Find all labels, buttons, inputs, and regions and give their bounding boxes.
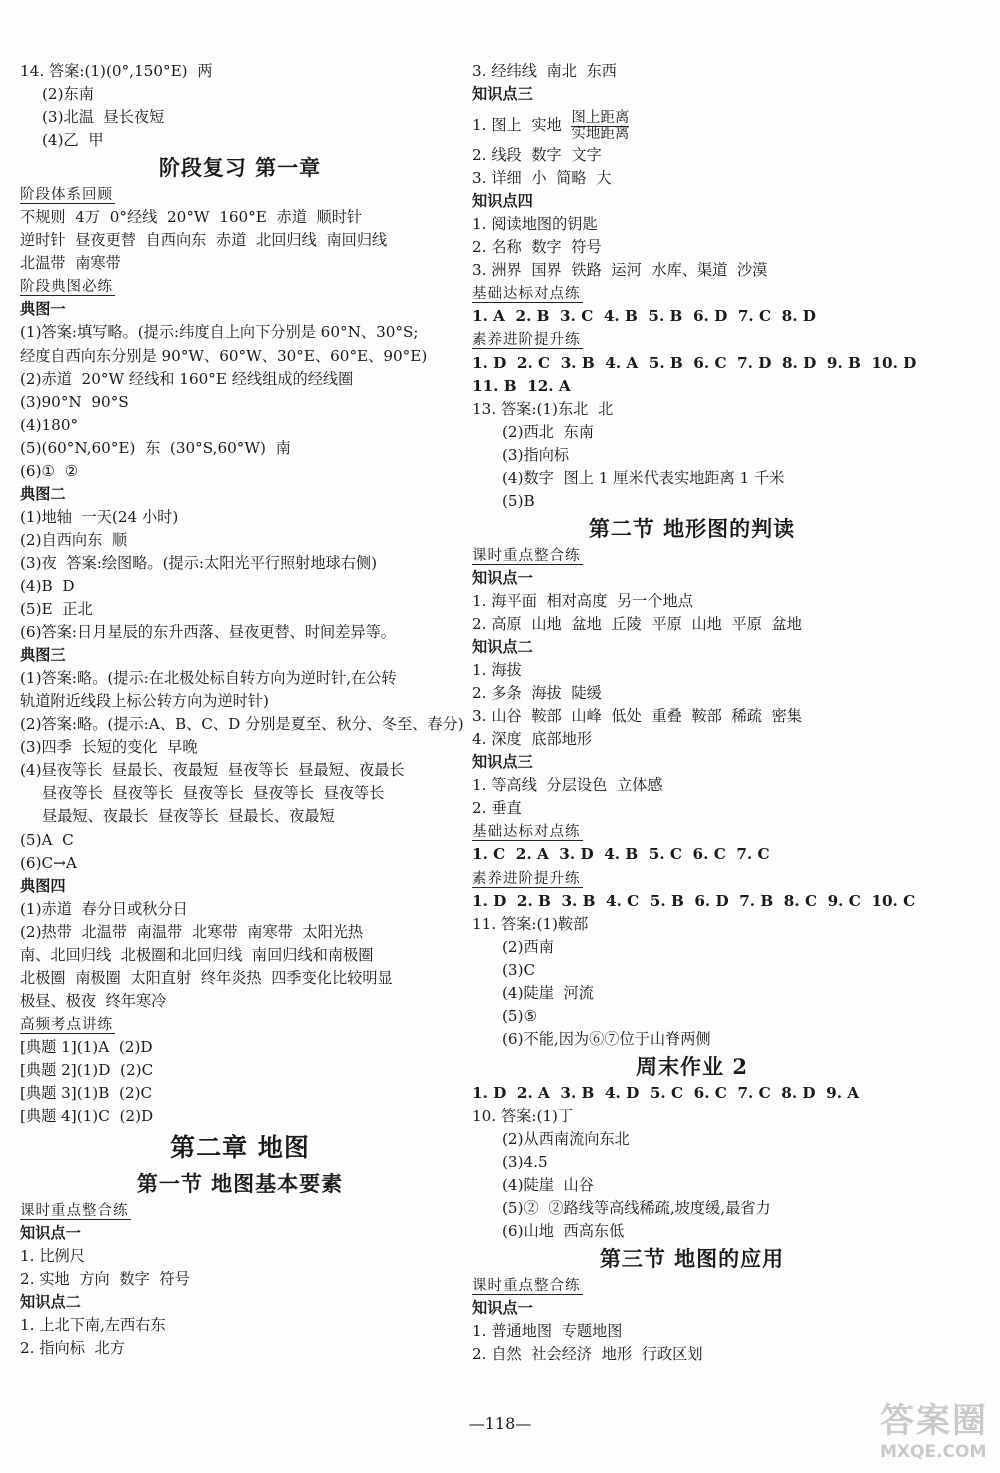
answer-line: (5)② ②路线等高线稀疏,坡度缓,最省力 <box>502 1199 771 1218</box>
answer-line: (2)自西向东 顺 <box>20 530 128 549</box>
answer-line: 北极圈 南极圈 太阳直射 终年炎热 四季变化比较明显 <box>20 968 393 987</box>
answer-line: (6)① ② <box>20 461 79 480</box>
answer-line: 1. D 2. B 3. B 4. C 5. B 6. D 7. B 8. C 9. C 10. C <box>472 891 916 910</box>
answer-line: 11. 答案:(1)鞍部 <box>472 914 589 933</box>
answer-line: 南、北回归线 北极圈和北回归线 南回归线和南极圈 <box>20 945 374 964</box>
answer-line: 逆时针 昼夜更替 自西向东 赤道 北回归线 南回归线 <box>20 231 388 250</box>
answer-line: 极昼、极夜 终年寒冷 <box>20 991 167 1010</box>
answer-line: 11. B 12. A <box>472 376 571 395</box>
weekend-homework-title: 周末作业 2 <box>636 1053 748 1079</box>
answer-line: (2)赤道 20°W 经线和 160°E 经线组成的经线圈 <box>20 369 354 388</box>
left-column <box>20 60 464 1360</box>
watermark-mark: 答案圈 <box>880 1401 988 1441</box>
knowledge-point-label: 知识点三 <box>472 85 533 104</box>
answer-line: (2)答案:略。(提示:A、B、C、D 分别是夏至、秋分、冬至、春分) <box>20 715 464 734</box>
answer-line: (3)北温 昼长夜短 <box>42 108 165 127</box>
answer-line: 1. D 2. C 3. B 4. A 5. B 6. C 7. D 8. D 9. B 10. D <box>472 353 917 372</box>
knowledge-point-label: 知识点一 <box>472 568 533 587</box>
chapter-review-title: 阶段复习 第一章 <box>158 155 322 181</box>
answer-line: (4)陡崖 河流 <box>502 983 594 1002</box>
answer-line: (3)四季 长短的变化 早晚 <box>20 738 198 757</box>
answer-line: 13. 答案:(1)东北 北 <box>472 399 614 418</box>
answer-line: 1. 阅读地图的钥匙 <box>472 215 598 234</box>
answer-line: (3)指向标 <box>502 445 570 464</box>
answer-line: (1)赤道 春分日或秋分日 <box>20 899 188 918</box>
answer-line: 2. 高原 山地 盆地 丘陵 平原 山地 平原 盆地 <box>472 614 802 633</box>
answer-line: (2)西北 东南 <box>502 422 594 441</box>
answer-line: (4)陡崖 山谷 <box>502 1176 594 1195</box>
answer-line: 2. 线段 数字 文字 <box>472 146 602 165</box>
answer-line: (5)(60°N,60°E) 东 (30°S,60°W) 南 <box>20 438 291 457</box>
answer-line: 昼夜等长 昼夜等长 昼夜等长 昼夜等长 昼夜等长 <box>42 784 385 803</box>
answer-line: (3)C <box>502 960 536 979</box>
answer-line: (3)夜 答案:绘图略。(提示:太阳光平行照射地球右侧) <box>20 553 378 572</box>
answer-line: (1)地轴 一天(24 小时) <box>20 507 179 526</box>
answer-line: (3)4.5 <box>502 1153 548 1172</box>
answer-line: (6)C→A <box>20 853 77 872</box>
section-title: 第三节 地图的应用 <box>599 1246 785 1272</box>
answer-line: (1)答案:填写略。(提示:纬度自上向下分别是 60°N、30°S; <box>20 323 419 342</box>
answer-line: 1. D 2. A 3. B 4. D 5. C 6. C 7. C 8. D 9. A <box>472 1083 860 1102</box>
answer-line: 2. 多条 海拔 陡缓 <box>472 684 602 703</box>
section-title: 第一节 地图基本要素 <box>136 1171 344 1197</box>
knowledge-point-label: 知识点一 <box>472 1299 533 1318</box>
answer-line: 1. C 2. A 3. D 4. B 5. C 6. C 7. C <box>472 845 770 864</box>
answer-line: (6)不能,因为⑥⑦位于山脊两侧 <box>502 1029 711 1048</box>
answer-line: (2)从西南流向东北 <box>502 1129 630 1148</box>
answer-line: 1. 上北下南,左西右东 <box>20 1316 166 1335</box>
answer-line: 3. 山谷 鞍部 山峰 低处 重叠 鞍部 稀疏 密集 <box>472 707 802 726</box>
scale-fraction: $\frac{\text{图上距离}}{\text{实地距离}}$ <box>571 109 630 142</box>
answer-line: 1. 海拔 <box>472 661 522 680</box>
section-header: 课时重点整合练 <box>472 1278 581 1295</box>
answer-line: (4)B D <box>20 576 75 595</box>
answer-line: 14. 答案:(1)(0°,150°E) 两 <box>20 62 213 80</box>
section-title: 第二节 地形图的判读 <box>588 515 796 541</box>
answer-line: 3. 详细 小 简略 大 <box>472 169 612 188</box>
knowledge-point-label: 知识点一 <box>20 1224 81 1243</box>
answer-line: (3)90°N 90°S <box>20 392 129 411</box>
chapter-title: 第二章 地图 <box>170 1133 310 1163</box>
answer-line: (5)A C <box>20 830 74 849</box>
right-column <box>472 60 917 1366</box>
answer-line: (5)B <box>502 491 535 510</box>
answer-line-fraction: 1. 图上 实地 $\frac{\text{图上距离}}{\text{实地距离}}$ <box>472 109 630 142</box>
knowledge-point-label: 知识点三 <box>472 753 533 772</box>
answer-line: [典题 1](1)A (2)D <box>20 1037 153 1056</box>
answer-line: 北温带 南寒带 <box>20 254 121 273</box>
section-header: 基础达标对点练 <box>472 824 581 841</box>
answer-line: (4)数字 图上 1 厘米代表实地距离 1 千米 <box>502 468 785 487</box>
answer-line: (4)180° <box>20 415 79 434</box>
section-header: 素养进阶提升练 <box>472 332 581 349</box>
answer-line: (5)E 正北 <box>20 600 93 619</box>
answer-line: 昼最短、夜最长 昼夜等长 昼最长、夜最短 <box>42 807 335 826</box>
subsection-label: 典图三 <box>20 646 66 665</box>
answer-line: (2)热带 北温带 南温带 北寒带 南寒带 太阳光热 <box>20 922 364 941</box>
answer-line: 2. 自然 社会经济 地形 行政区划 <box>472 1345 703 1364</box>
subsection-label: 典图一 <box>20 300 66 319</box>
answer-line: 1. 比例尺 <box>20 1247 85 1266</box>
answer-line: 2. 名称 数字 符号 <box>472 238 602 257</box>
knowledge-point-label: 知识点四 <box>472 192 533 211</box>
section-header: 素养进阶提升练 <box>472 870 581 887</box>
page-number: —118— <box>468 1414 532 1433</box>
section-header: 课时重点整合练 <box>20 1203 129 1220</box>
answer-line: 1. 普通地图 专题地图 <box>472 1322 623 1341</box>
answer-line: [典题 4](1)C (2)D <box>20 1107 154 1126</box>
answer-line: 2. 指向标 北方 <box>20 1339 125 1358</box>
watermark-url: MXQE.COM <box>880 1442 987 1462</box>
section-header: 高频考点讲练 <box>20 1016 113 1033</box>
answer-line: (4)昼夜等长 昼最长、夜最短 昼夜等长 昼最短、夜最长 <box>20 761 405 780</box>
section-header: 课时重点整合练 <box>472 547 581 564</box>
answer-line: 经度自西向东分别是 90°W、60°W、30°E、60°E、90°E) <box>20 346 428 365</box>
answer-line: 不规则 4万 0°经线 20°W 160°E 赤道 顺时针 <box>20 208 363 227</box>
answer-line: 10. 答案:(1)丁 <box>472 1106 574 1125</box>
answer-line: 4. 深度 底部地形 <box>472 730 593 749</box>
knowledge-point-label: 知识点二 <box>472 638 533 657</box>
subsection-label: 典图二 <box>20 484 66 503</box>
answer-line: 2. 垂直 <box>472 799 522 818</box>
answer-line: 2. 实地 方向 数字 符号 <box>20 1270 190 1289</box>
answer-line: 1. A 2. B 3. C 4. B 5. B 6. D 7. C 8. D <box>472 307 816 326</box>
answer-line: 1. 等高线 分层设色 立体感 <box>472 776 663 795</box>
answer-line: 1. 海平面 相对高度 另一个地点 <box>472 591 693 610</box>
answer-line: 3. 洲界 国界 铁路 运河 水库、渠道 沙漠 <box>472 261 768 280</box>
answer-line: [典题 2](1)D (2)C <box>20 1060 154 1079</box>
section-header: 阶段典图必练 <box>20 279 113 296</box>
subsection-label: 典图四 <box>20 876 66 895</box>
answer-line: 3. 经纬线 南北 东西 <box>472 62 617 80</box>
answer-line: [典题 3](1)B (2)C <box>20 1084 153 1103</box>
knowledge-point-label: 知识点二 <box>20 1293 81 1312</box>
section-header: 基础达标对点练 <box>472 286 581 303</box>
answer-line: (2)西南 <box>502 937 554 956</box>
answer-line: (6)答案:日月星辰的东升西落、昼夜更替、时间差异等。 <box>20 623 396 642</box>
watermark-logo <box>880 1400 1000 1472</box>
answer-line: 轨道附近线段上标公转方向为逆时针) <box>20 692 269 711</box>
answer-line: (5)⑤ <box>502 1006 538 1025</box>
answer-line: (2)东南 <box>42 85 94 104</box>
answer-line: (6)山地 西高东低 <box>502 1222 625 1241</box>
answer-line: (4)乙 甲 <box>42 131 104 150</box>
section-header: 阶段体系回顾 <box>20 187 113 204</box>
answer-line: (1)答案:略。(提示:在北极处标自转方向为逆时针,在公转 <box>20 669 397 688</box>
